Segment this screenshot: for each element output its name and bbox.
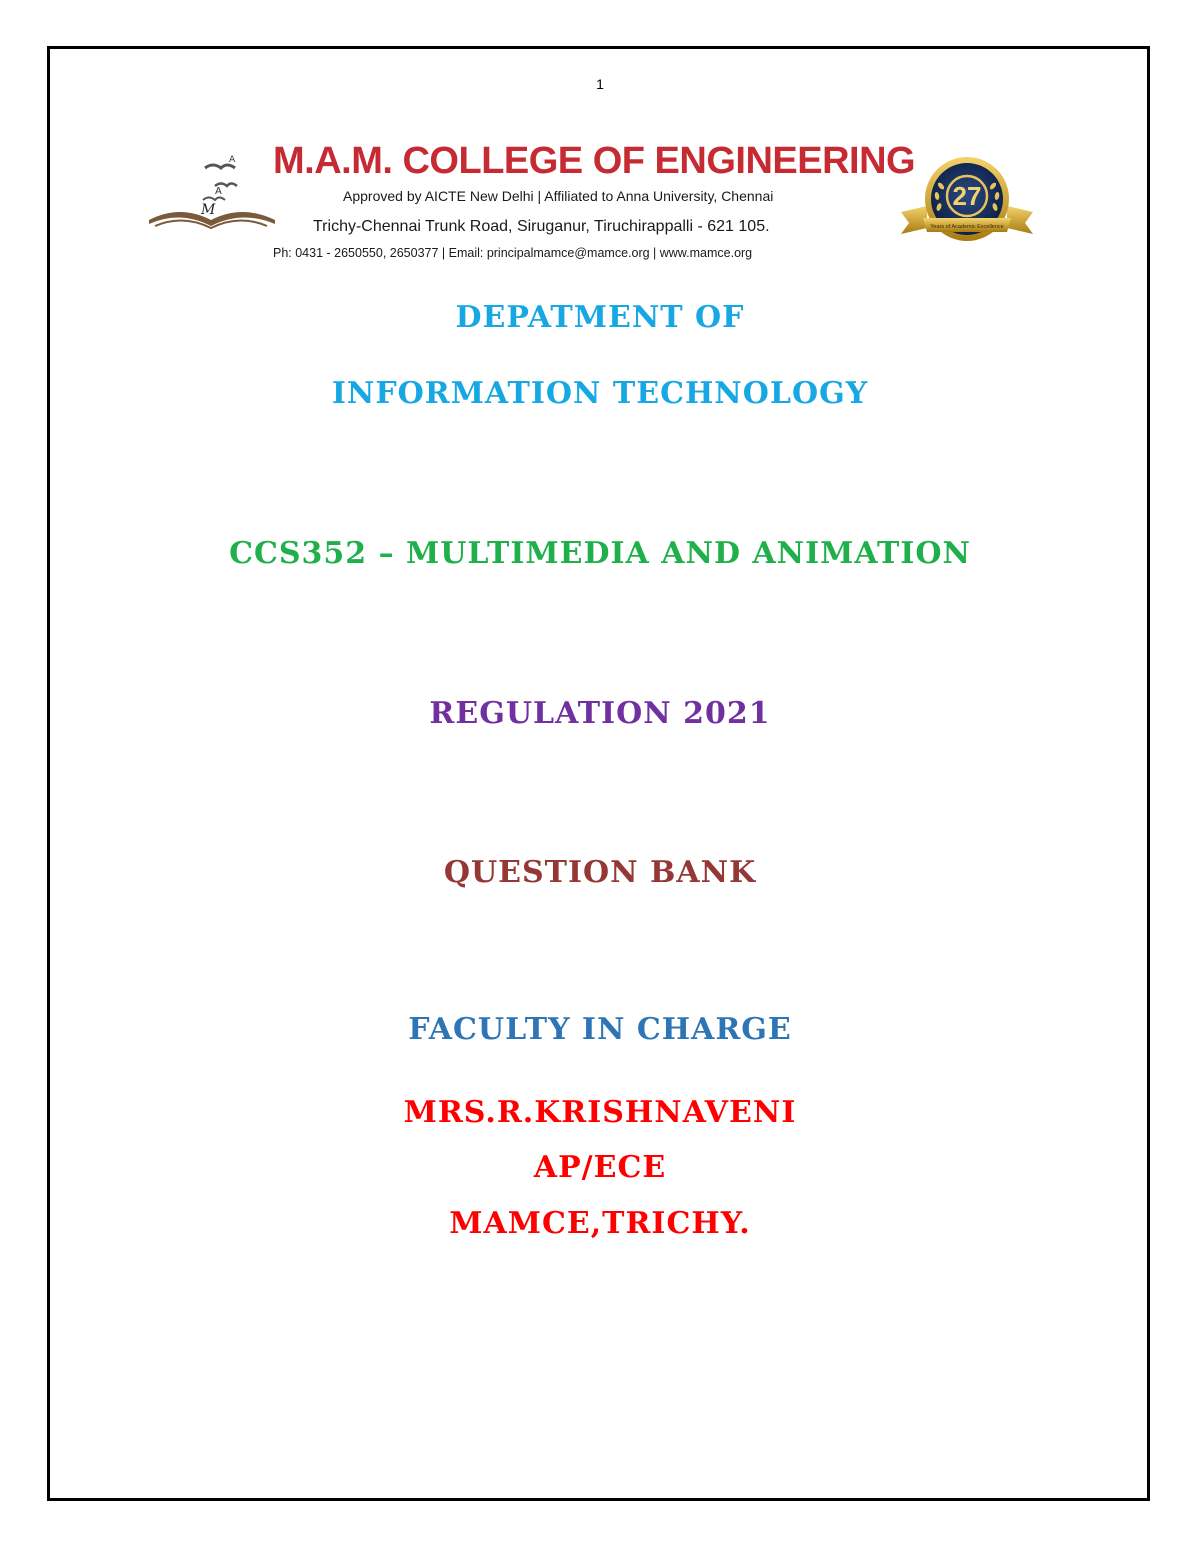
svg-text:M: M	[201, 202, 216, 218]
department-title-line1: DEPATMENT OF	[455, 300, 745, 335]
college-logo	[145, 148, 280, 258]
document-type: QUESTION BANK	[443, 855, 757, 890]
department-title-line2: INFORMATION TECHNOLOGY	[331, 376, 869, 411]
svg-text:A: A	[215, 186, 222, 197]
faculty-heading: FACULTY IN CHARGE	[408, 1012, 792, 1047]
college-address: Trichy-Chennai Trunk Road, Siruganur, Tiruchirappalli - 621 105.	[313, 218, 770, 235]
faculty-name: MRS.R.KRISHNAVENI	[403, 1095, 797, 1130]
svg-text:27: 27	[952, 181, 982, 211]
college-approval: Approved by AICTE New Delhi | Affiliated to Anna University, Chennai	[343, 188, 774, 204]
faculty-designation: AP/ECE	[533, 1150, 667, 1185]
anniversary-seal	[897, 154, 1037, 246]
faculty-institution: MAMCE,TRICHY.	[449, 1206, 751, 1241]
svg-text:A: A	[229, 155, 236, 165]
course-title: CCS352 – MULTIMEDIA AND ANIMATION	[229, 536, 971, 571]
college-contact: Ph: 0431 - 2650550, 2650377 | Email: principalmamce@mamce.org | www.mamce.org	[273, 246, 753, 260]
regulation-label: REGULATION 2021	[429, 696, 771, 731]
page-number: 1	[596, 76, 604, 92]
svg-text:Years of Academic Excellence: Years of Academic Excellence	[930, 224, 1004, 230]
college-name: M.A.M. COLLEGE OF ENGINEERING	[273, 140, 916, 182]
